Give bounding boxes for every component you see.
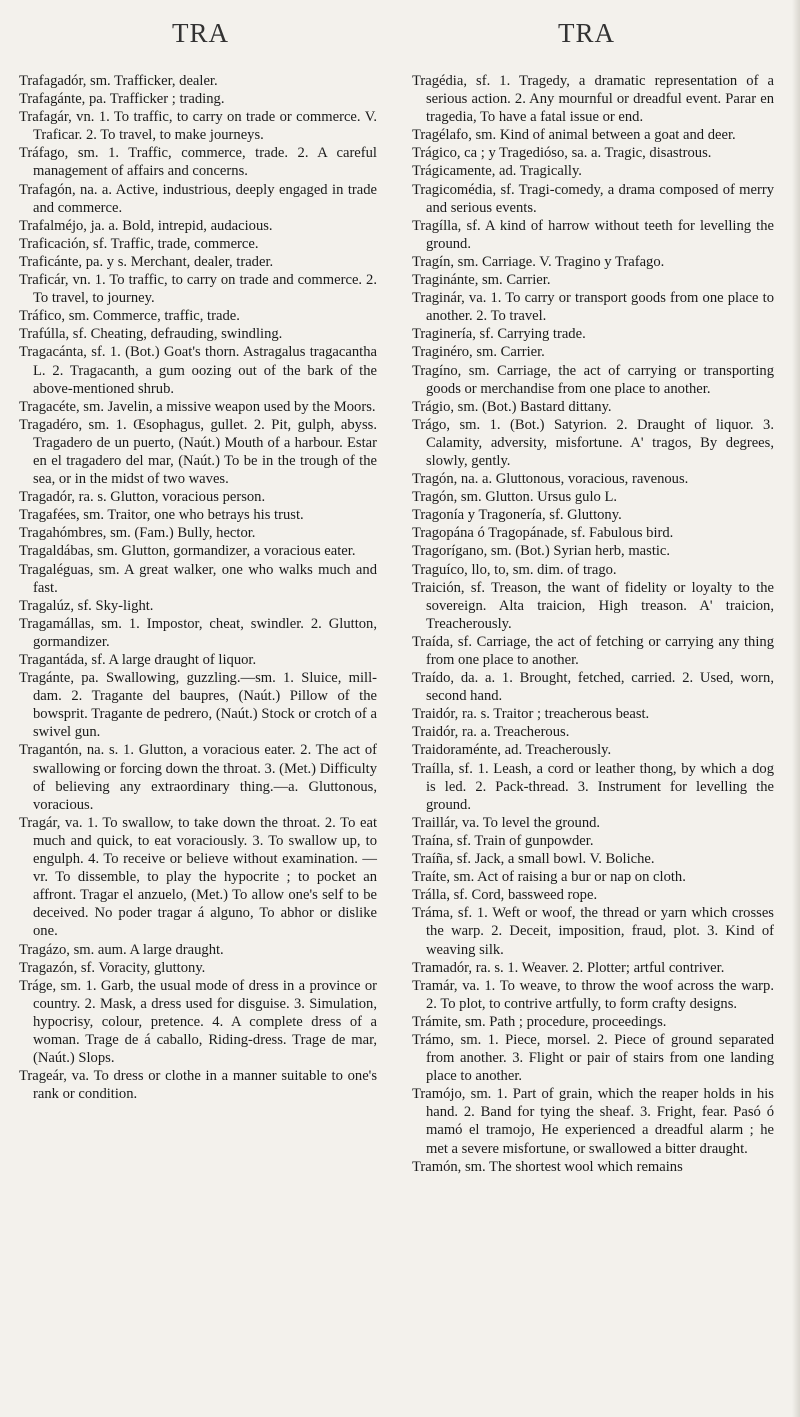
dictionary-entry: Tragacánta, sf. 1. (Bot.) Goat's thorn. Astragalus tragacantha L. 2. Tragacanth, a gum oozing out of the bark of the above-mentioned shrub.	[19, 344, 377, 397]
header-left: TRA	[172, 18, 229, 48]
dictionary-entry: Tragamállas, sm. 1. Impostor, cheat, swindler. 2. Glutton, gormandizer.	[19, 615, 377, 650]
dictionary-entry: Traición, sf. Treason, the want of fidelity or loyalty to the sovereign. Alta traicion, High treason. A' traicion, Treacherously.	[412, 579, 774, 632]
dictionary-entry: Tráge, sm. 1. Garb, the usual mode of dress in a province or country. 2. Mask, a dress used for disguise. 3. Simulation, hypocrisy, colour, pretence. 4. A complete dress of a woman. Trage de á caballo, Riding-dress. Trage de mar, (Naút.) Slops.	[19, 977, 377, 1067]
dictionary-entry: Traidór, ra. a. Treacherous.	[412, 724, 570, 741]
dictionary-entry: Traído, da. a. 1. Brought, fetched, carried. 2. Used, worn, second hand.	[412, 670, 774, 705]
dictionary-entry: Tragonía y Tragonería, sf. Gluttony.	[412, 507, 622, 524]
dictionary-entry: Tragíno, sm. Carriage, the act of carrying or transporting goods or merchandise from one place to another.	[412, 362, 774, 397]
dictionary-entry: Tragílla, sf. A kind of harrow without teeth for levelling the ground.	[412, 217, 774, 252]
dictionary-entry: Traficación, sf. Traffic, trade, commerce.	[19, 235, 259, 252]
dictionary-entry: Tramadór, ra. s. 1. Weaver. 2. Plotter; artful contriver.	[412, 959, 725, 976]
dictionary-entry: Trámo, sm. 1. Piece, morsel. 2. Piece of ground separated from another. 3. Flight or pair of stairs from one landing place to another.	[412, 1031, 774, 1085]
dictionary-entry: Tragaléguas, sm. A great walker, one who walks much and fast.	[19, 561, 377, 596]
dictionary-entry: Tragopána ó Tragopánade, sf. Fabulous bird.	[412, 525, 674, 542]
dictionary-entry: Tragahómbres, sm. (Fam.) Bully, hector.	[19, 525, 256, 542]
dictionary-entry: Tráfico, sm. Commerce, traffic, trade.	[19, 308, 240, 325]
dictionary-entry: Tragadéro, sm. 1. Œsophagus, gullet. 2. Pit, gulph, abyss. Tragadero de un puerto, (Naút.) Mouth of a harbour. Estar en el tragadero del mar, (Naút.) To be in the trough of the sea, or in the midst of two waves.	[19, 416, 377, 488]
dictionary-entry: Traidór, ra. s. Traitor ; treacherous beast.	[412, 706, 650, 723]
dictionary-entry: Trafagadór, sm. Trafficker, dealer.	[19, 73, 218, 89]
dictionary-entry: Traguíco, llo, to, sm. dim. of trago.	[412, 561, 617, 578]
dictionary-entry: Trafúlla, sf. Cheating, defrauding, swindling.	[19, 326, 283, 343]
dictionary-entry: Traginár, va. 1. To carry or transport goods from one place to another. 2. To travel.	[412, 290, 774, 325]
header-right: TRA	[558, 18, 615, 48]
dictionary-entry: Trágicamente, ad. Tragically.	[412, 163, 582, 180]
dictionary-entry: Tramójo, sm. 1. Part of grain, which the reaper holds in his hand. 2. Band for tying the sheaf. 3. Fright, fear. Pasó ó mamó el tramojo, He experienced a dreadful alarm ; he met a severe misfortune, or swallowed a bitter draught.	[412, 1086, 774, 1157]
dictionary-entry: Traíte, sm. Act of raising a bur or nap on cloth.	[412, 869, 686, 886]
running-header	[0, 18, 800, 58]
dictionary-entry: Tragantáda, sf. A large draught of liquor.	[19, 652, 257, 668]
dictionary-entry: Traginánte, sm. Carrier.	[412, 272, 551, 289]
dictionary-entry: Trafagánte, pa. Trafficker ; trading.	[19, 91, 225, 108]
dictionary-entry: Trafagár, vn. 1. To traffic, to carry on trade or commerce. V. Traficar. 2. To travel, to make journeys.	[19, 109, 377, 144]
dictionary-entry: Tráfago, sm. 1. Traffic, commerce, trade. 2. A careful management of affairs and concerns.	[19, 145, 377, 180]
dictionary-entry: Trámite, sm. Path ; procedure, proceedings.	[412, 1013, 667, 1030]
dictionary-entry: Tráma, sf. 1. Weft or woof, the thread or yarn which crosses the warp. 2. Deceit, imposition, fraud, plot. 3. Kind of weaving silk.	[412, 905, 774, 958]
dictionary-entry: Tragazón, sf. Voracity, gluttony.	[19, 959, 206, 976]
dictionary-entry: Tragélafo, sm. Kind of animal between a goat and deer.	[412, 127, 736, 144]
dictionary-entry: Tragón, sm. Glutton. Ursus gulo L.	[412, 489, 618, 506]
dictionary-entry: Tramár, va. 1. To weave, to throw the woof across the warp. 2. To plot, to contrive artfully, to form crafty designs.	[412, 977, 774, 1012]
dictionary-entry: Trageár, va. To dress or clothe in a manner suitable to one's rank or condition.	[19, 1068, 377, 1103]
dictionary-entry: Traillár, va. To level the ground.	[412, 814, 601, 831]
dictionary-entry: Tragafées, sm. Traitor, one who betrays his trust.	[19, 507, 304, 524]
dictionary-entry: Tragacéte, sm. Javelin, a missive weapon used by the Moors.	[19, 398, 376, 415]
dictionary-entry: Traginéro, sm. Carrier.	[412, 344, 545, 361]
dictionary-entry: Tragín, sm. Carriage. V. Tragino y Trafago.	[412, 253, 665, 270]
dictionary-entry: Traficár, vn. 1. To traffic, to carry on trade and commerce. 2. To travel, to journey.	[19, 272, 377, 307]
dictionary-entry: Trafalméjo, ja. a. Bold, intrepid, audacious.	[19, 217, 273, 234]
dictionary-entry: Tragaldábas, sm. Glutton, gormandizer, a voracious eater.	[19, 543, 356, 560]
dictionary-entry: Tragantón, na. s. 1. Glutton, a voracious eater. 2. The act of swallowing or forcing down the throat. 3. (Met.) Difficulty of believing any extraordinary thing.—a. Gluttonous, voracious.	[19, 742, 377, 813]
dictionary-entry: Traíña, sf. Jack, a small bowl. V. Boliche.	[412, 851, 655, 868]
dictionary-entry: Trafagón, na. a. Active, industrious, deeply engaged in trade and commerce.	[19, 181, 377, 216]
left-column	[19, 72, 377, 1103]
dictionary-entry: Tragorígano, sm. (Bot.) Syrian herb, mastic.	[412, 543, 671, 560]
dictionary-entry: Tragánte, pa. Swallowing, guzzling.—sm. 1. Sluice, mill-dam. 2. Tragante del baupres, (Naút.) Pillow of the bowsprit. Tragante de pedrero, (Naút.) Stock or crotch of a swivel gun.	[19, 670, 377, 741]
dictionary-entry: Tragicomédia, sf. Tragi-comedy, a drama composed of merry and serious events.	[412, 181, 774, 216]
dictionary-entry: Traficánte, pa. y s. Merchant, dealer, trader.	[19, 253, 274, 270]
dictionary-entry: Traína, sf. Train of gunpowder.	[412, 832, 594, 849]
page-edge-shadow	[792, 0, 800, 1417]
dictionary-entry: Tragón, na. a. Gluttonous, voracious, ravenous.	[412, 471, 689, 488]
dictionary-entry: Tragalúz, sf. Sky-light.	[19, 597, 154, 614]
dictionary-entry: Tramón, sm. The shortest wool which remains	[412, 1158, 683, 1175]
dictionary-entry: Tragadór, ra. s. Glutton, voracious person.	[19, 489, 266, 506]
dictionary-entry: Tragár, va. 1. To swallow, to take down the throat. 2. To eat much and quick, to eat voraciously. 3. To swallow up, to engulph. 4. To receive or believe without examination. —vr. To dissemble, to play the hypocrite ; to pocket an affront. Tragar el anzuelo, (Met.) To allow one's self to be deceived. No poder tragar á alguno, To abhor or dislike one.	[19, 814, 377, 940]
dictionary-entry: Trágico, ca ; y Tragedióso, sa. a. Tragic, disastrous.	[412, 145, 712, 162]
right-column	[412, 72, 774, 1176]
dictionary-entry: Tragázo, sm. aum. A large draught.	[19, 941, 224, 958]
dictionary-entry: Tragédia, sf. 1. Tragedy, a dramatic representation of a serious action. 2. Any mournful or dreadful event. Parar en tragedia, To have a fatal issue or end.	[412, 73, 774, 126]
dictionary-entry: Traída, sf. Carriage, the act of fetching or carrying any thing from one place to another.	[412, 633, 774, 668]
dictionary-entry: Trágio, sm. (Bot.) Bastard dittany.	[412, 398, 612, 415]
dictionary-entry: Traidoraménte, ad. Treacherously.	[412, 742, 612, 759]
dictionary-entry: Trágo, sm. 1. (Bot.) Satyrion. 2. Draught of liquor. 3. Calamity, adversity, misfortune. A' tragos, By degrees, slowly, gently.	[412, 416, 774, 469]
dictionary-entry: Traginería, sf. Carrying trade.	[412, 326, 586, 343]
dictionary-entry: Traílla, sf. 1. Leash, a cord or leather thong, by which a dog is led. 2. Pack-thread. 3. Instrument for levelling the ground.	[412, 760, 774, 813]
dictionary-entry: Trálla, sf. Cord, bassweed rope.	[412, 887, 598, 904]
